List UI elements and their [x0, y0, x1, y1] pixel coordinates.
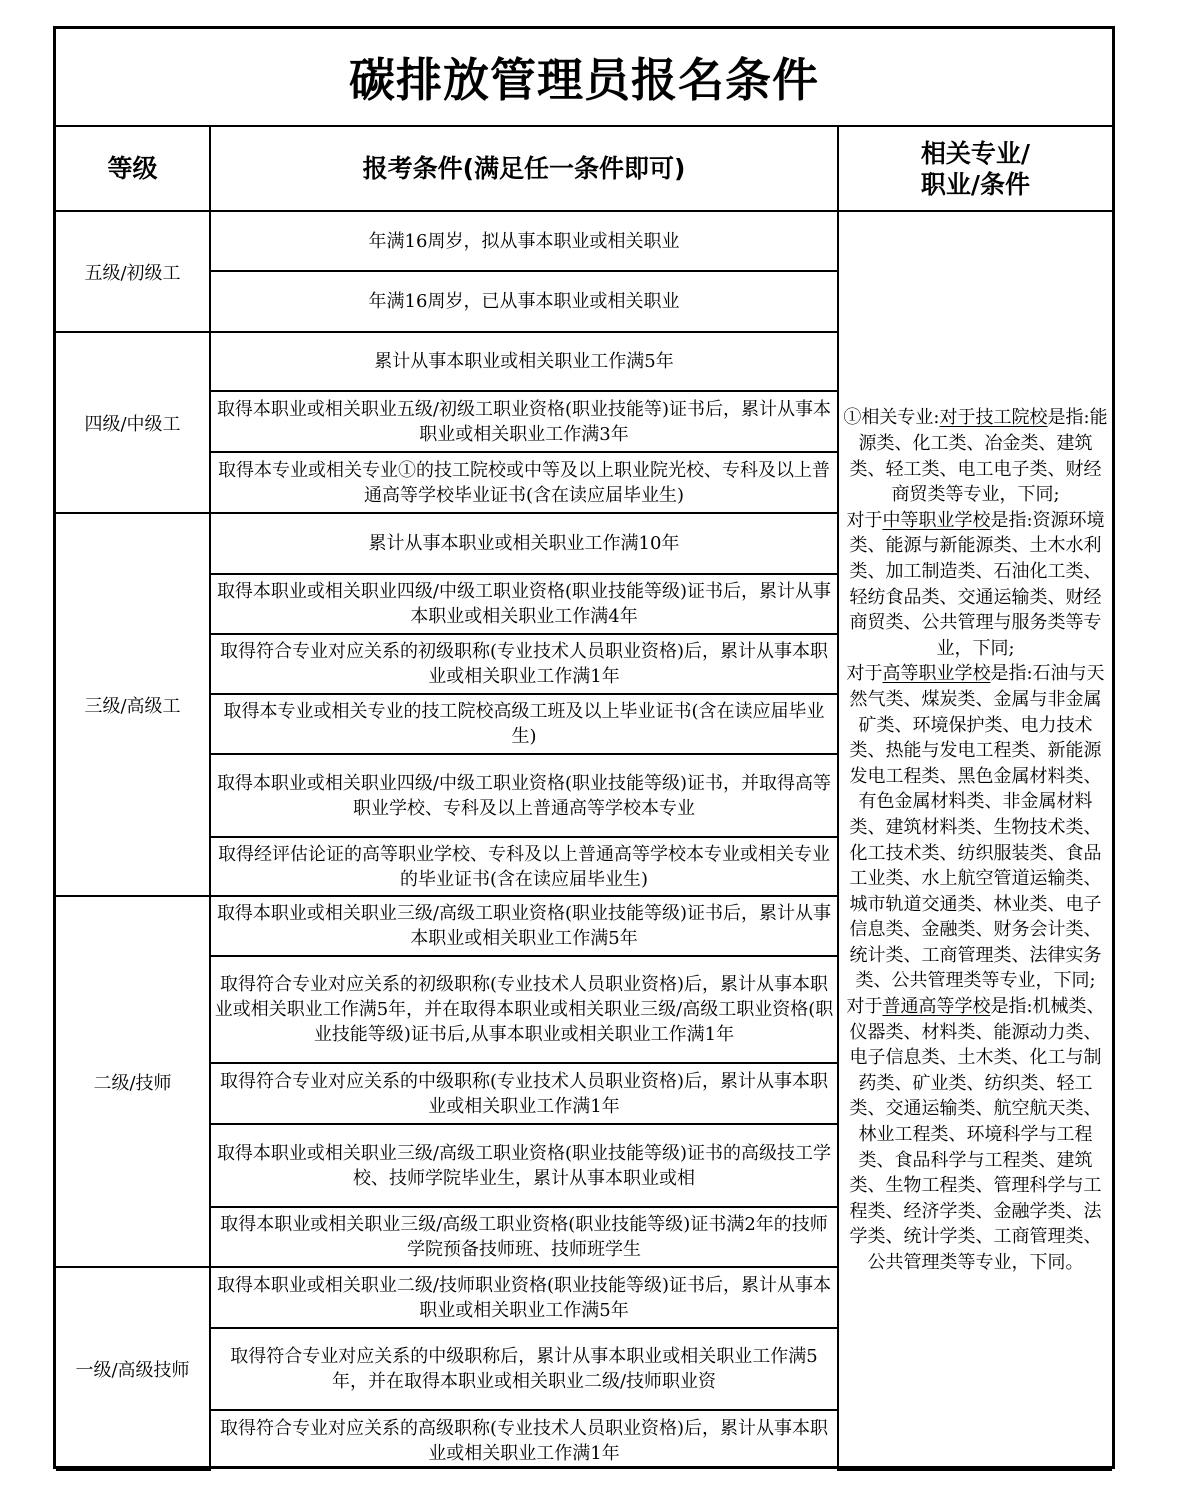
majors-paragraph-1 — [842, 405, 1109, 507]
level-cell: 一级/高级技师 — [56, 1267, 210, 1470]
condition-cell: 年满16周岁，已从事本职业或相关职业 — [210, 271, 838, 332]
page-title: 碳排放管理员报名条件 — [349, 53, 819, 107]
majors-prefix: 对于 — [846, 663, 883, 685]
majors-paragraph-2 — [842, 508, 1109, 662]
majors-text: 是指:机械类、仪器类、材料类、能源动力类、电子信息类、土木类、化工与制药类、矿业类、纺织类、轻工类、交通运输类、航空航天类、林业工程类、环境科学与工程类、食品科学与工程类、建筑类、生物工程类、管理科学与工程类、经济学类、金融学类、法学类、统计学类、工商管理类、公共管理类等专业，下同。 — [849, 996, 1105, 1273]
condition-cell: 取得符合专业对应关系的初级职称(专业技术人员职业资格)后，累计从事本职业或相关职业工作满1年 — [210, 634, 838, 694]
condition-cell: 累计从事本职业或相关职业工作满5年 — [210, 332, 838, 391]
condition-cell: 取得本职业或相关职业三级/高级工职业资格(职业技能等级)证书后，累计从事本职业或相关职业工作满5年 — [210, 896, 838, 956]
condition-cell: 取得本职业或相关职业三级/高级工职业资格(职业技能等级)证书的高级技工学校、技师学院毕业生，累计从事本职业或相 — [210, 1124, 838, 1207]
condition-cell: 取得本专业或相关专业的技工院校高级工班及以上毕业证书(含在读应届毕业生) — [210, 694, 838, 754]
majors-text: 是指:石油与天然气类、煤炭类、金属与非金属矿类、环境保护类、电力技术类、热能与发电工程类、新能源发电工程类、黑色金属材料类、有色金属材料类、非金属材料类、建筑材料类、生物技术类、化工技术类、纺织服装类、食品工业类、水上航空管道运输类、城市轨道交通类、林业类、电子信息类、金融类、财务会计类、统计类、工商管理类、法律实务类、公共管理类等专业，下同; — [849, 663, 1105, 992]
condition-cell: 取得符合专业对应关系的初级职称(专业技术人员职业资格)后，累计从事本职业或相关职业工作满5年，并在取得本职业或相关职业三级/高级工职业资格(职业技能等级)证书后,从事本职业或相关职业工作满1年 — [210, 956, 838, 1063]
school-type-label: 高等职业学校 — [882, 663, 991, 685]
header-level: 等级 — [56, 127, 210, 211]
condition-cell: 取得本职业或相关职业二级/技师职业资格(职业技能等级)证书后，累计从事本职业或相关职业工作满5年 — [210, 1267, 838, 1328]
table-row — [56, 211, 1112, 271]
condition-cell: 取得本职业或相关职业四级/中级工职业资格(职业技能等级)证书，并取得高等职业学校、专科及以上普通高等学校本专业 — [210, 754, 838, 837]
header-majors — [838, 127, 1112, 211]
majors-prefix: 对于 — [846, 996, 883, 1018]
majors-prefix: 对于 — [846, 509, 883, 531]
majors-text: 是指:资源环境类、能源与新能源类、土木水利类、加工制造类、石油化工类、轻纺食品类、交通运输类、财经商贸类、公共管理与服务类等专业，下同; — [849, 509, 1105, 659]
level-cell: 三级/高级工 — [56, 513, 210, 896]
level-cell: 四级/中级工 — [56, 332, 210, 513]
school-type-label: 普通高等学校 — [882, 996, 991, 1018]
title-row — [56, 29, 1112, 127]
requirements-table — [56, 127, 1112, 1471]
header-majors-line2: 职业/条件 — [920, 169, 1031, 199]
level-cell: 五级/初级工 — [56, 211, 210, 332]
majors-paragraph-3 — [842, 661, 1109, 994]
school-type-label: 中等职业学校 — [882, 509, 991, 531]
condition-cell: 累计从事本职业或相关职业工作满10年 — [210, 513, 838, 574]
condition-cell: 取得符合专业对应关系的高级职称(专业技术人员职业资格)后，累计从事本职业或相关职业工作满1年 — [210, 1410, 838, 1470]
condition-cell: 取得本职业或相关职业四级/中级工职业资格(职业技能等级)证书后，累计从事本职业或相关职业工作满4年 — [210, 574, 838, 634]
header-majors-line1: 相关专业/ — [920, 138, 1031, 168]
majors-cell — [838, 211, 1112, 1470]
condition-cell: 取得本职业或相关职业五级/初级工职业资格(职业技能等)证书后，累计从事本职业或相关职业工作满3年 — [210, 391, 838, 452]
condition-cell: 年满16周岁，拟从事本职业或相关职业 — [210, 211, 838, 271]
majors-text: 是指:能源类、化工类、冶金类、建筑类、轻工类、电工电子类、财经商贸类等专业，下同; — [849, 407, 1108, 506]
majors-prefix: ①相关专业: — [843, 407, 940, 429]
condition-cell: 取得本职业或相关职业三级/高级工职业资格(职业技能等级)证书满2年的技师学院预备技师班、技师班学生 — [210, 1207, 838, 1267]
header-conditions: 报考条件(满足任一条件即可) — [210, 127, 838, 211]
header-row — [56, 127, 1112, 211]
condition-cell: 取得经评估论证的高等职业学校、专科及以上普通高等学校本专业或相关专业的毕业证书(含在读应届毕业生) — [210, 837, 838, 896]
level-cell: 二级/技师 — [56, 896, 210, 1267]
condition-cell: 取得符合专业对应关系的中级职称(专业技术人员职业资格)后，累计从事本职业或相关职业工作满1年 — [210, 1063, 838, 1124]
majors-paragraph-4 — [842, 994, 1109, 1276]
school-type-label: 对于技工院校 — [939, 407, 1048, 429]
requirements-sheet — [53, 26, 1115, 1469]
condition-cell: 取得本专业或相关专业①的技工院校或中等及以上职业院光校、专科及以上普通高等学校毕业证书(含在读应届毕业生) — [210, 452, 838, 513]
condition-cell: 取得符合专业对应关系的中级职称后，累计从事本职业或相关职业工作满5年，并在取得本职业或相关职业二级/技师职业资 — [210, 1328, 838, 1410]
